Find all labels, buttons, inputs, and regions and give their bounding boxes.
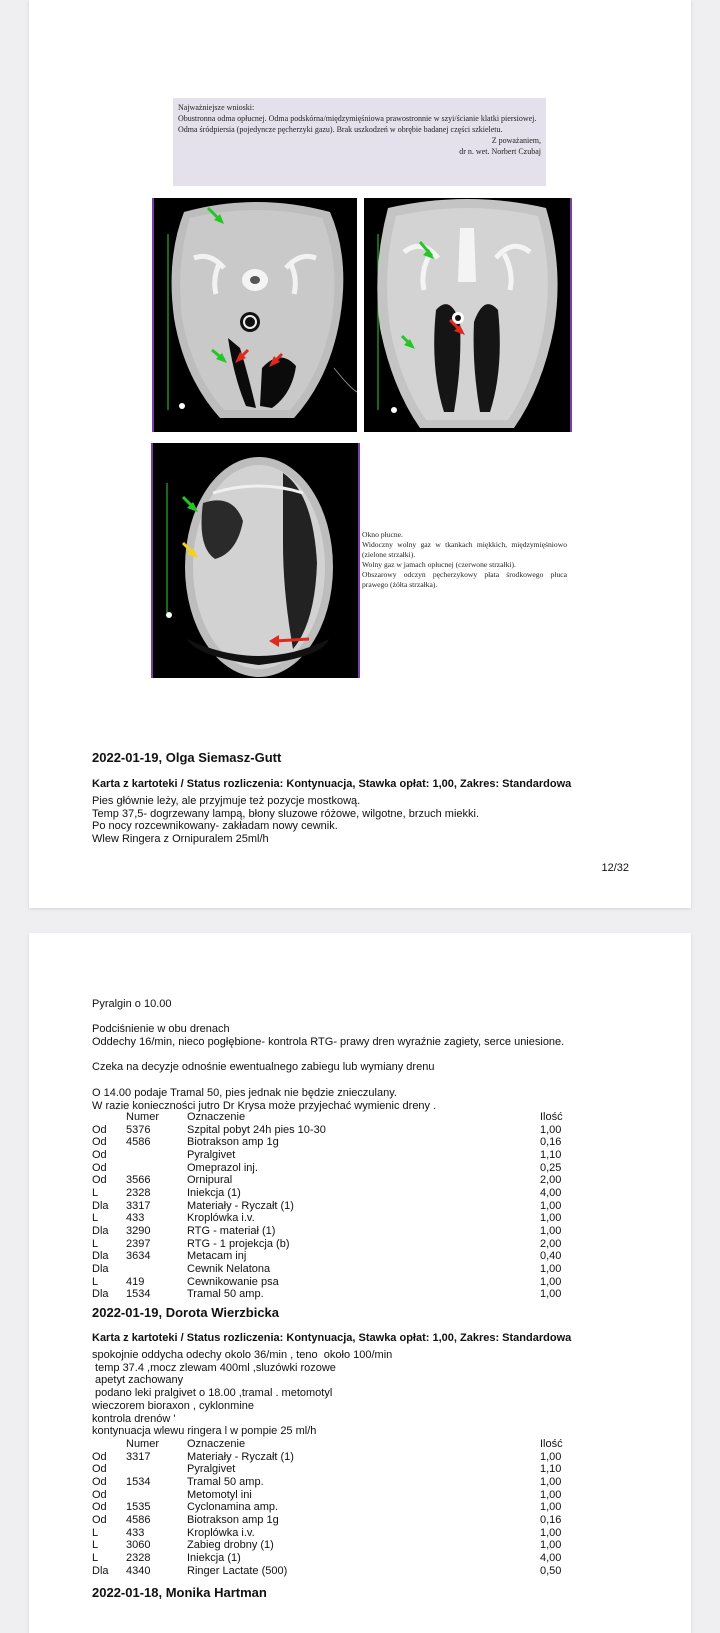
table-header-row (92, 1111, 590, 1124)
row-code: L (92, 1526, 99, 1539)
note-line: Po nocy rozcewnikowany- zakładam nowy cewnik. (92, 820, 338, 833)
note-line: kontrola drenów ' (92, 1412, 176, 1425)
row-quantity: 1,00 (540, 1262, 562, 1275)
row-number: 4586 (126, 1513, 151, 1526)
row-description: RTG - 1 projekcja (b) (187, 1237, 290, 1250)
note-line: Czeka na decyzje odnośnie ewentualnego zabiegu lub wymiany drenu (92, 1061, 435, 1074)
row-code: L (92, 1237, 99, 1250)
row-number: 4586 (126, 1136, 151, 1149)
entry-title: 2022-01-19, Dorota Wierzbicka (92, 1305, 280, 1320)
row-code: L (92, 1186, 99, 1199)
row-description: Kroplówka i.v. (187, 1212, 255, 1225)
row-code: Dla (92, 1564, 109, 1577)
entry-status: Karta z kartoteki / Status rozliczenia: Kontynuacja, Stawka opłat: 1,00, Zakres: Standardowa (92, 778, 572, 790)
row-description: Zabieg drobny (1) (187, 1539, 274, 1552)
note-line (92, 1011, 564, 1024)
row-number: 3317 (126, 1450, 151, 1463)
table-row (92, 1514, 590, 1527)
caption-line-1: Okno płucne. (362, 530, 403, 539)
header-oznaczenie: Oznaczenie (187, 1111, 246, 1123)
ct-scan-image-1 (152, 198, 357, 432)
table-row (92, 1476, 590, 1489)
document-page-13 (29, 933, 691, 1633)
table-row (92, 1225, 590, 1238)
row-number: 1534 (126, 1288, 151, 1301)
row-number: 5376 (126, 1123, 151, 1136)
billing-table-2 (92, 1438, 590, 1577)
row-quantity: 1,00 (540, 1475, 562, 1488)
row-number: 3317 (126, 1199, 151, 1212)
entry-notes (92, 1349, 392, 1438)
table-row (92, 1187, 590, 1200)
header-numer: Numer (126, 1438, 160, 1450)
row-code: Dla (92, 1288, 109, 1301)
row-code: Od (92, 1488, 107, 1501)
note-line: apetyt zachowany (92, 1374, 184, 1387)
row-description: Materiały - Ryczałt (1) (187, 1450, 294, 1463)
row-quantity: 1,00 (540, 1501, 562, 1514)
row-code: L (92, 1551, 99, 1564)
header-ilosc: Ilość (540, 1111, 563, 1123)
row-description: Biotrakson amp 1g (187, 1136, 279, 1149)
page-number: 12/32 (601, 862, 629, 874)
note-line: podano leki pralgivet o 18.00 ,tramal . metomotyl (92, 1387, 333, 1400)
row-number: 2328 (126, 1186, 151, 1199)
row-quantity: 0,50 (540, 1564, 562, 1577)
page2-notes (92, 998, 564, 1112)
table-row (92, 1463, 590, 1476)
entry-title: 2022-01-19, Olga Siemasz-Gutt (92, 750, 282, 765)
entry-status: Karta z kartoteki / Status rozliczenia: Kontynuacja, Stawka opłat: 1,00, Zakres: Standardowa (92, 1332, 572, 1344)
row-quantity: 0,40 (540, 1250, 562, 1263)
row-quantity: 4,00 (540, 1551, 562, 1564)
row-description: Materiały - Ryczałt (1) (187, 1199, 294, 1212)
row-code: Od (92, 1161, 107, 1174)
row-number: 433 (126, 1212, 145, 1225)
row-code: Od (92, 1136, 107, 1149)
entry-notes (92, 795, 479, 846)
row-number: 3060 (126, 1539, 151, 1552)
table-row (92, 1565, 590, 1578)
row-code: Od (92, 1174, 107, 1187)
table-row (92, 1552, 590, 1565)
report-signature: dr n. wet. Norbert Czubaj (459, 147, 541, 156)
note-line: Temp 37,5- dogrzewany lampą, błony sluzowe różowe, wilgotne, brzuch miekki. (92, 807, 480, 820)
table-row (92, 1136, 590, 1149)
row-code: Od (92, 1513, 107, 1526)
row-description: Pyralgivet (187, 1463, 236, 1476)
row-number (126, 1263, 187, 1276)
row-quantity: 0,25 (540, 1161, 562, 1174)
row-quantity: 0,16 (540, 1513, 562, 1526)
row-number: 2328 (126, 1551, 151, 1564)
caption-line-2: Widoczny wolny gaz w tkankach miękkich, międzymięśniowo (zielone strzałki). (362, 540, 567, 559)
note-line: Oddechy 16/min, nieco pogłębione- kontrola RTG- prawy dren wyraźnie zagiety, serce uniesione. (92, 1036, 565, 1049)
row-number: 4340 (126, 1564, 151, 1577)
table-row (92, 1200, 590, 1213)
row-quantity: 1,00 (540, 1488, 562, 1501)
row-quantity: 1,00 (540, 1275, 562, 1288)
note-line: Pyralgin o 10.00 (92, 998, 172, 1010)
row-description: Tramal 50 amp. (187, 1288, 264, 1301)
row-number: 3634 (126, 1250, 151, 1263)
row-quantity: 1,00 (540, 1526, 562, 1539)
ct-scan-image-2 (364, 198, 572, 432)
row-quantity: 1,00 (540, 1450, 562, 1463)
table-header-row (92, 1438, 590, 1451)
table-row (92, 1539, 590, 1552)
note-line: Podciśnienie w obu drenach (92, 1023, 230, 1036)
row-quantity: 1,00 (540, 1288, 562, 1301)
row-quantity: 1,00 (540, 1539, 562, 1552)
note-line: wieczorem bioraxon , cyklonmine (92, 1399, 255, 1412)
table-row (92, 1288, 590, 1301)
note-line: Pies głównie leży, ale przyjmuje też pozycje mostkową. (92, 795, 361, 807)
row-description: Szpital pobyt 24h pies 10-30 (187, 1123, 326, 1136)
row-code: L (92, 1212, 99, 1225)
row-code: L (92, 1539, 99, 1552)
table-row (92, 1149, 590, 1162)
row-quantity: 1,00 (540, 1199, 562, 1212)
row-description: Cewnikowanie psa (187, 1275, 279, 1288)
row-code: Dla (92, 1250, 109, 1263)
row-description: Pyralgivet (187, 1148, 236, 1161)
row-description: Biotrakson amp 1g (187, 1513, 279, 1526)
row-number (126, 1162, 187, 1175)
row-quantity: 1,00 (540, 1123, 562, 1136)
row-description: RTG - materiał (1) (187, 1224, 276, 1237)
row-code: Dla (92, 1224, 109, 1237)
row-description: Iniekcja (1) (187, 1186, 241, 1199)
note-line: Wlew Ringera z Ornipuralem 25ml/h (92, 833, 269, 846)
table-row (92, 1162, 590, 1175)
row-description: Kroplówka i.v. (187, 1526, 255, 1539)
row-quantity: 2,00 (540, 1174, 562, 1187)
row-code: Od (92, 1148, 107, 1161)
header-numer: Numer (126, 1111, 160, 1123)
row-description: Cewnik Nelatona (187, 1262, 271, 1275)
row-number: 3290 (126, 1224, 151, 1237)
row-quantity: 4,00 (540, 1186, 562, 1199)
row-description: Tramal 50 amp. (187, 1475, 264, 1488)
row-code: Dla (92, 1262, 109, 1275)
row-description: Ringer Lactate (500) (187, 1564, 288, 1577)
note-line: O 14.00 podaje Tramal 50, pies jednak nie będzie znieczulany. (92, 1086, 397, 1099)
table-row (92, 1124, 590, 1137)
note-line (92, 1049, 564, 1062)
row-number (126, 1463, 187, 1476)
table-row (92, 1527, 590, 1540)
table-row (92, 1489, 590, 1502)
header-oznaczenie: Oznaczenie (187, 1438, 246, 1450)
ct-scan-image-3 (151, 443, 360, 678)
report-heading: Najważniejsze wnioski: (178, 103, 255, 112)
row-code: Od (92, 1123, 107, 1136)
table-row (92, 1276, 590, 1289)
table-row (92, 1174, 590, 1187)
row-number (126, 1489, 187, 1502)
table-row (92, 1451, 590, 1464)
row-quantity: 2,00 (540, 1237, 562, 1250)
row-code: Od (92, 1450, 107, 1463)
report-body: Obustronna odma opłucnej. Odma podskórna/międzymięśniowa prawostronnie w szyi/ścianie klatki piersiowej. Odma śródpiersia (pojedyncze pęcherzyki gazu). Brak uszkodzeń w obrębie badanej części szkieletu. (178, 114, 537, 134)
row-code: Dla (92, 1199, 109, 1212)
ct-report-summary (173, 98, 546, 186)
row-description: Iniekcja (1) (187, 1551, 241, 1564)
report-closing: Z poważaniem, (491, 136, 541, 145)
billing-table-1 (92, 1111, 590, 1301)
ct-image-caption (362, 530, 567, 590)
row-number: 433 (126, 1526, 145, 1539)
row-code: Od (92, 1463, 107, 1476)
row-description: Metomotyl ini (187, 1488, 252, 1501)
note-line: temp 37.4 ,mocz zlewam 400ml ,sluzówki rozowe (92, 1361, 336, 1374)
row-number: 419 (126, 1275, 145, 1288)
table-row (92, 1263, 590, 1276)
row-quantity: 1,00 (540, 1212, 562, 1225)
note-line: spokojnie oddycha odechy okolo 36/min , teno około 100/min (92, 1349, 393, 1361)
row-number: 1535 (126, 1501, 151, 1514)
header-ilosc: Ilość (540, 1438, 563, 1450)
table-row (92, 1501, 590, 1514)
row-code: L (92, 1275, 99, 1288)
row-description: Metacam inj (187, 1250, 247, 1263)
caption-line-3: Wolny gaz w jamach opłucnej (czerwone strzałki). (362, 560, 516, 569)
entry-title: 2022-01-18, Monika Hartman (92, 1585, 267, 1600)
row-code: Od (92, 1475, 107, 1488)
table-row (92, 1250, 590, 1263)
row-quantity: 0,16 (540, 1136, 562, 1149)
note-line: W razie konieczności jutro Dr Krysa może przyjechać wymienic dreny . (92, 1099, 437, 1112)
row-description: Ornipural (187, 1174, 233, 1187)
table-row (92, 1212, 590, 1225)
row-quantity: 1,00 (540, 1224, 562, 1237)
table-row (92, 1238, 590, 1251)
row-number (126, 1149, 187, 1162)
note-line (92, 1074, 564, 1087)
row-quantity: 1,10 (540, 1463, 562, 1476)
caption-line-4: Obszarowy odczyn pęcherzykowy płata środkowego płuca prawego (żółta strzałka). (362, 570, 567, 589)
row-number: 2397 (126, 1237, 151, 1250)
note-line: kontynuacja wlewu ringera l w pompie 25 ml/h (92, 1425, 317, 1438)
row-description: Cyclonamina amp. (187, 1501, 279, 1514)
document-page-12 (29, 0, 691, 908)
row-code: Od (92, 1501, 107, 1514)
row-description: Omeprazol inj. (187, 1161, 258, 1174)
row-quantity: 1,10 (540, 1148, 562, 1161)
row-number: 1534 (126, 1475, 151, 1488)
row-number: 3566 (126, 1174, 151, 1187)
